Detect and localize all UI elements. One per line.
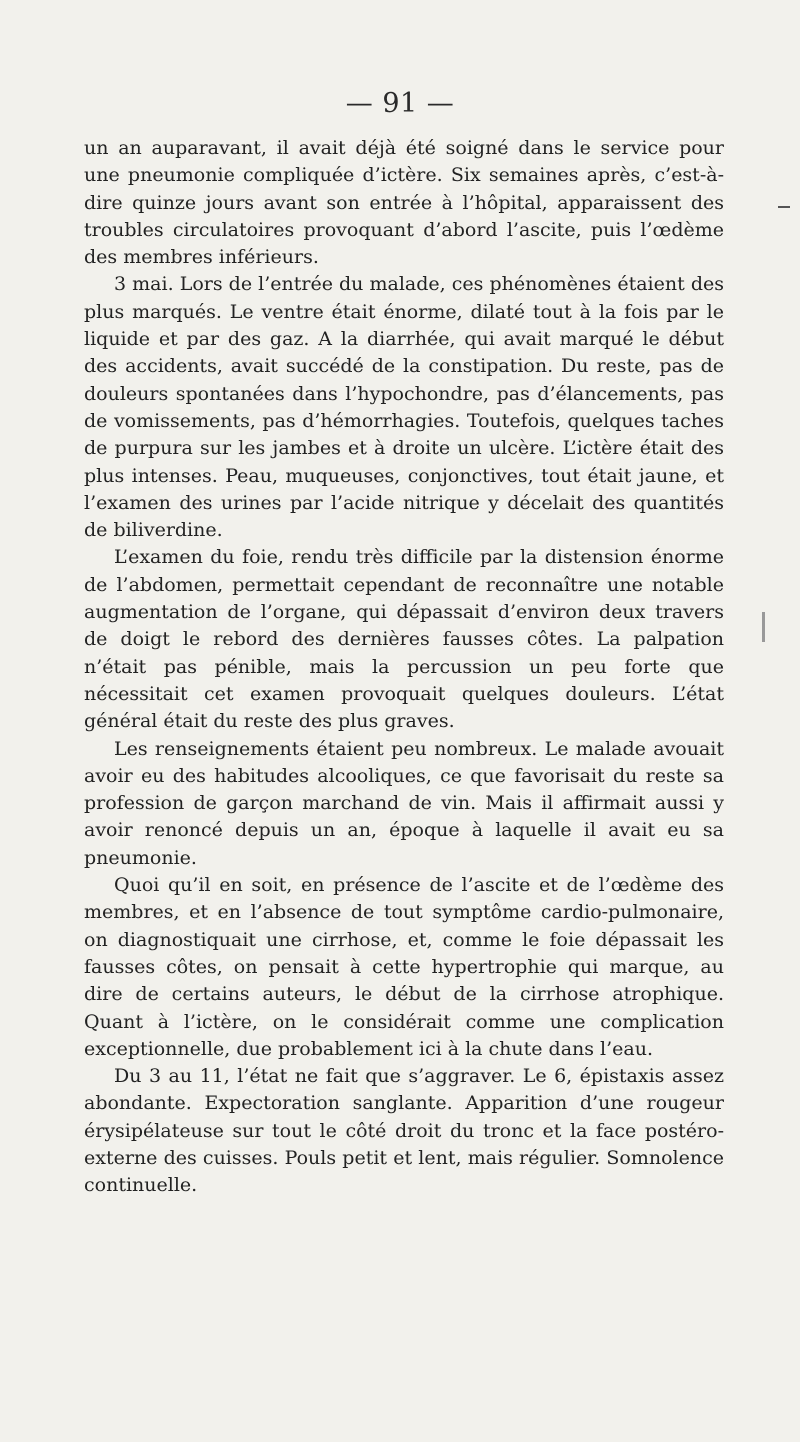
text-body bbox=[84, 135, 724, 1200]
margin-mark-vertical bbox=[762, 612, 765, 642]
paragraph-history: Les renseignements étaient peu nombreux. Le malade avouait avoir eu des habitudes alcooliques, ce que favorisait du reste sa profession de garçon marchand de vin. Mais il affirmait aussi y avoir renoncé depuis un an, époque à laquelle il avait eu sa pneumonie. bbox=[84, 737, 724, 869]
page-number: — 91 — bbox=[345, 88, 455, 119]
margin-mark bbox=[778, 206, 790, 208]
paragraph-continuation: un an auparavant, il avait déjà été soigné dans le service pour une pneumonie compliquée d’ictère. Six semaines après, c’est-à-dire quinze jours avant son entrée à l’hôpital, apparaissent des troubles circulatoires provoquant d’abord l’ascite, puis l’œdème des membres inférieurs. bbox=[84, 137, 724, 269]
paragraph-progression: Du 3 au 11, l’état ne fait que s’aggraver. Le 6, épistaxis assez abondante. Expectoration sanglante. Apparition d’une rougeur érysipélateuse sur tout le côté droit du tronc et la face postéro-externe des cuisses. Pouls petit et lent, mais régulier. Somnolence continuelle. bbox=[84, 1065, 724, 1197]
paragraph-may-3: 3 mai. Lors de l’entrée du malade, ces phénomènes étaient des plus marqués. Le ventre était énorme, dilaté tout à la fois par le liquide et par des gaz. A la diarrhée, qui avait marqué le début des accidents, avait succédé de la constipation. Du reste, pas de douleurs spontanées dans l’hypochondre, pas d’élancements, pas de vomissements, pas d’hémorrhagies. Toutefois, quelques taches de purpura sur les jambes et à droite un ulcère. L’ictère était des plus intenses. Peau, muqueuses, conjonctives, tout était jaune, et l’examen des urines par l’acide nitrique y décelait des quantités de biliverdine. bbox=[84, 273, 724, 542]
paragraph-liver-exam: L’examen du foie, rendu très difficile par la distension énorme de l’abdomen, permettait cependant de reconnaître une notable augmentation de l’organe, qui dépassait d’environ deux travers de doigt le rebord des dernières fausses côtes. La palpation n’était pas pénible, mais la percussion un peu forte que nécessitait cet examen provoquait quelques douleurs. L’état général était du reste des plus graves. bbox=[84, 546, 724, 733]
paragraph-diagnosis: Quoi qu’il en soit, en présence de l’ascite et de l’œdème des membres, et en l’absence de tout symptôme cardio-pulmonaire, on diagnostiquait une cirrhose, et, comme le foie dépassait les fausses côtes, on pensait à cette hypertrophie qui marque, au dire de certains auteurs, le début de la cirrhose atrophique. Quant à l’ictère, on le considérait comme une complication exceptionnelle, due probablement ici à la chute dans l’eau. bbox=[84, 874, 724, 1060]
